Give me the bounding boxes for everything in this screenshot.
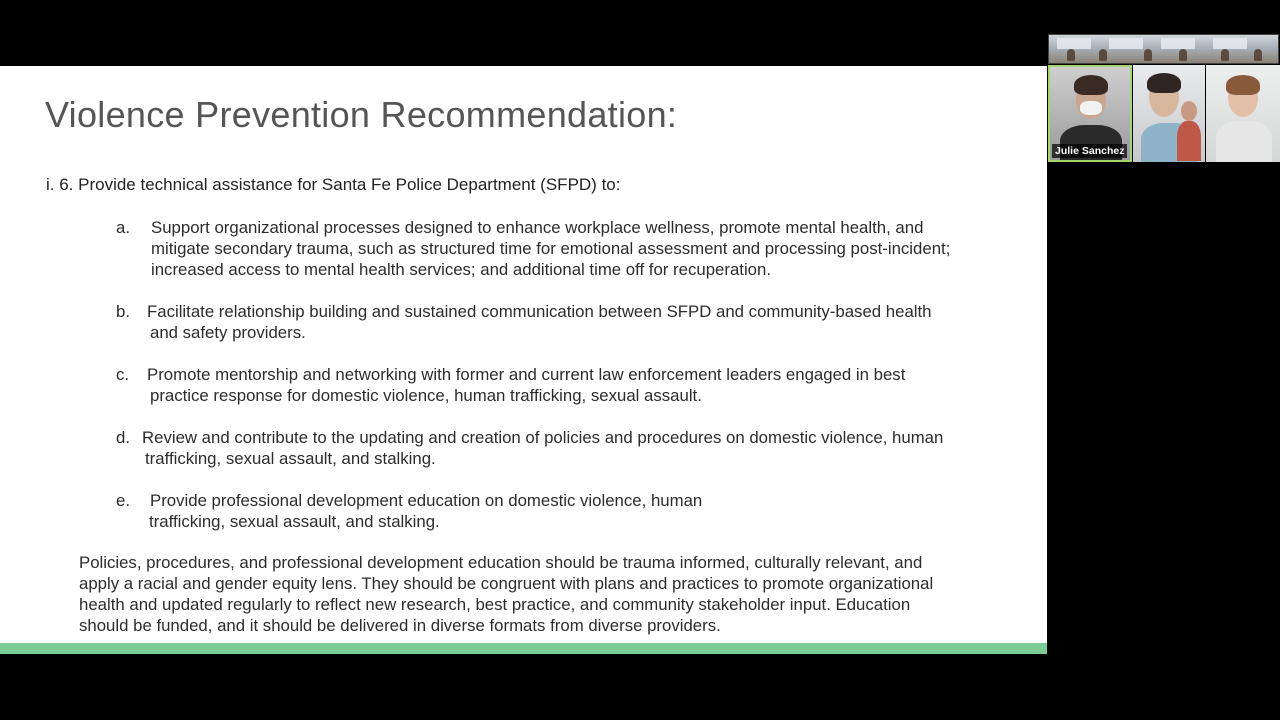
video-tile-conference-room[interactable] <box>1048 34 1279 64</box>
person-figure <box>1179 49 1187 61</box>
closing-line: should be funded, and it should be delivered in diverse formats from diverse providers. <box>79 616 721 635</box>
item-text <box>147 301 932 343</box>
face-mask <box>1080 101 1102 115</box>
person-figure <box>1144 49 1152 61</box>
person-hair <box>1147 73 1181 93</box>
person-figure <box>1067 49 1075 61</box>
closing-line: health and updated regularly to reflect new research, best practice, and community stakeholder input. Education <box>79 595 911 614</box>
item-marker: a. <box>116 218 130 237</box>
item-marker: b. <box>116 302 130 321</box>
closing-line: apply a racial and gender equity lens. They should be congruent with plans and practices to promote organizational <box>79 574 934 593</box>
item-text <box>142 427 943 469</box>
item-line: mitigate secondary trauma, such as structured time for emotional assessment and processing post-incident; <box>151 239 951 258</box>
video-tile-participant[interactable] <box>1133 65 1205 162</box>
item-line: Provide professional development education on domestic violence, human <box>150 491 703 510</box>
item-marker: d. <box>116 428 130 447</box>
video-tile-julie-sanchez[interactable] <box>1048 65 1132 162</box>
item-text <box>147 364 905 406</box>
person-figure <box>1099 49 1107 61</box>
item-line: trafficking, sexual assault, and stalking. <box>149 512 440 531</box>
item-line: Promote mentorship and networking with former and current law enforcement leaders engaged in best <box>147 365 906 384</box>
presentation-slide <box>0 66 1047 654</box>
person-body <box>1216 121 1272 162</box>
item-line: and safety providers. <box>150 323 306 342</box>
item-text <box>151 217 950 280</box>
window-shape <box>1161 38 1195 49</box>
video-tile-participant[interactable] <box>1206 65 1280 162</box>
person-figure <box>1254 49 1262 61</box>
window-shape <box>1213 38 1247 49</box>
item-text <box>150 490 702 532</box>
person-hair <box>1074 75 1108 95</box>
item-line: Facilitate relationship building and sustained communication between SFPD and community-based health <box>147 302 932 321</box>
closing-line: Policies, procedures, and professional development education should be trauma informed, culturally relevant, and <box>79 553 923 572</box>
item-line: trafficking, sexual assault, and stalking. <box>145 449 436 468</box>
person-figure <box>1221 49 1229 61</box>
item-line: increased access to mental health services; and additional time off for recuperation. <box>151 260 772 279</box>
video-thumbnail-strip <box>1047 34 1280 162</box>
item-line: Review and contribute to the updating and creation of policies and procedures on domestic violence, human <box>142 428 944 447</box>
person-head-background <box>1181 101 1197 121</box>
item-marker: c. <box>116 365 130 384</box>
closing-paragraph <box>79 552 933 636</box>
item-line: Support organizational processes designed to enhance workplace wellness, promote mental health, and <box>151 218 924 237</box>
person-hair <box>1226 75 1260 95</box>
window-shape <box>1057 38 1091 49</box>
participant-name-label: Julie Sanchez <box>1052 144 1127 158</box>
item-marker: e. <box>116 491 130 510</box>
slide-intro: i. 6. Provide technical assistance for Santa Fe Police Department (SFPD) to: <box>46 175 621 194</box>
window-shape <box>1109 38 1143 49</box>
item-line: practice response for domestic violence, human trafficking, sexual assault. <box>150 386 702 405</box>
slide-title: Violence Prevention Recommendation: <box>45 94 678 135</box>
person-body-background <box>1177 121 1201 161</box>
slide-footer-accent-bar <box>0 643 1047 654</box>
